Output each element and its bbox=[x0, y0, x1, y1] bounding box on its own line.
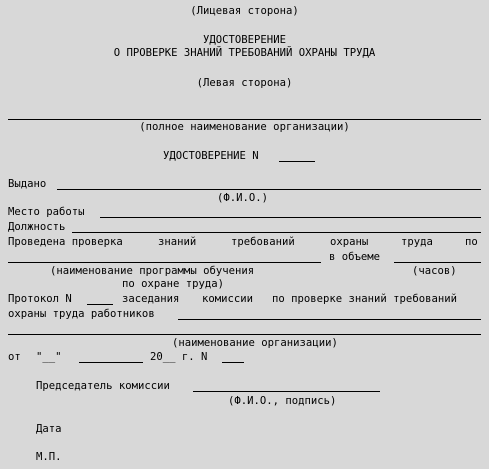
program-caption-2: по охране труда) bbox=[122, 278, 225, 290]
date-day-field: "__" bbox=[36, 351, 62, 363]
left-side-caption: (Левая сторона) bbox=[196, 77, 293, 89]
workplace-label: Место работы bbox=[8, 206, 85, 218]
issued-label: Выдано bbox=[8, 178, 47, 190]
hours-caption: (часов) bbox=[412, 265, 457, 277]
protocol-word-4: по проверке знаний требований bbox=[272, 293, 457, 305]
position-label: Должность bbox=[8, 221, 66, 233]
protocol-number-line bbox=[87, 304, 113, 305]
title-line-1: УДОСТОВЕРЕНИЕ bbox=[203, 34, 286, 46]
position-line bbox=[72, 232, 481, 233]
date-label: Дата bbox=[36, 423, 62, 435]
date-month-line bbox=[79, 362, 143, 363]
cert-number-line bbox=[279, 161, 315, 162]
title-line-2: О ПРОВЕРКЕ ЗНАНИЙ ТРЕБОВАНИЙ ОХРАНЫ ТРУДА bbox=[113, 47, 376, 59]
protocol-word-2: заседания bbox=[122, 293, 180, 305]
cert-number-label: УДОСТОВЕРЕНИЕ N bbox=[163, 150, 259, 162]
check-word-4: охраны bbox=[330, 236, 369, 248]
org-name-caption: (наименование организации) bbox=[172, 337, 338, 349]
stamp-label: М.П. bbox=[36, 451, 62, 463]
org-name-line bbox=[8, 119, 481, 120]
date-number-line bbox=[222, 362, 244, 363]
volume-label: в объеме bbox=[329, 251, 381, 263]
protocol-word-3: комиссии bbox=[202, 293, 254, 305]
check-word-2: знаний bbox=[158, 236, 197, 248]
check-word-1: Проведена проверка bbox=[8, 236, 123, 248]
chairman-line bbox=[193, 391, 380, 392]
program-line bbox=[8, 262, 321, 263]
workplace-line bbox=[100, 217, 481, 218]
date-from-label: от bbox=[8, 351, 21, 363]
chairman-caption: (Ф.И.О., подпись) bbox=[228, 395, 337, 407]
face-side-caption: (Лицевая сторона) bbox=[190, 5, 299, 17]
workers-org-line bbox=[178, 319, 481, 320]
protocol-label: Протокол N bbox=[8, 293, 72, 305]
date-year-label: 20__ г. N bbox=[150, 351, 208, 363]
check-word-5: труда bbox=[401, 236, 433, 248]
org-caption: (полное наименование организации) bbox=[139, 121, 350, 133]
hours-line bbox=[394, 262, 481, 263]
issued-line bbox=[57, 189, 481, 190]
protocol-line-2: охраны труда работников bbox=[8, 308, 155, 320]
program-caption-1: (наименование программы обучения bbox=[50, 265, 255, 277]
check-word-3: требований bbox=[231, 236, 295, 248]
fio-caption: (Ф.И.О.) bbox=[217, 192, 269, 204]
check-word-6: по bbox=[465, 236, 478, 248]
chairman-label: Председатель комиссии bbox=[36, 380, 170, 392]
org-name-line-2 bbox=[8, 334, 481, 335]
